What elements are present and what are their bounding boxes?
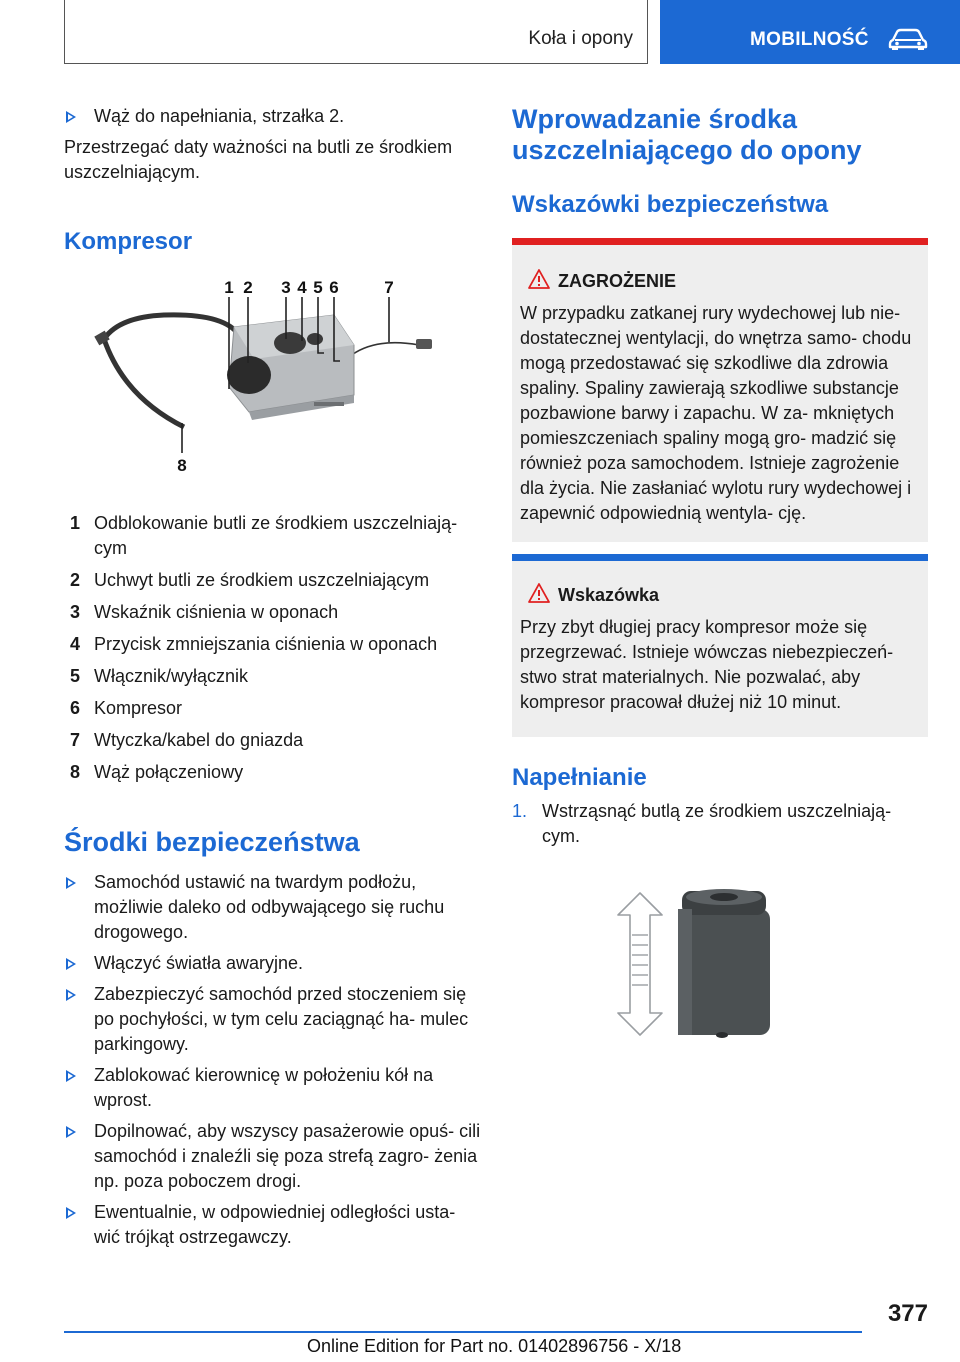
figure-callout-4: 4 xyxy=(297,278,307,297)
page-number: 377 xyxy=(887,1300,928,1327)
warning-triangle-icon xyxy=(528,269,550,289)
shake-bottle-illustration xyxy=(512,885,928,1055)
legend-text: Uchwyt butli ze środkiem uszczelniającym xyxy=(94,570,430,590)
danger-label xyxy=(520,267,920,295)
safety-heading: Środki bezpieczeństwa xyxy=(64,827,360,857)
legend-item xyxy=(64,600,482,625)
note-label-text: Wskazówka xyxy=(558,585,660,605)
right-column xyxy=(512,104,928,1055)
bullet-triangle-icon xyxy=(66,958,76,970)
bullet-triangle-icon xyxy=(66,111,76,123)
danger-text: W przypadku zatkanej rury wydechowej lub nie‐ dostatecznej wentylacji, do wnętrza samo‐ chodu mogą przedostawać się szkodliwe dla zdrowia spaliny. Spaliny zawierają szkodliwe substancje pozbawione barwy i zapachu. W za‐ mkniętych pomieszczeniach spaliny mogą gro‐ madzić się również poza samochodem. Istnieje zagrożenie dla życia. Nie zasłaniać wylotu rury wydechowej i zapewnić odpowiednią wentyla‐ cję. xyxy=(520,303,912,523)
step-text: Wstrząsnąć butlą ze środkiem uszczelniają‐ cym. xyxy=(542,801,892,846)
safety-bullet xyxy=(64,1200,482,1250)
header-chapter-tab xyxy=(660,0,960,64)
section-title: Wprowadzanie środka uszczelniającego do opony xyxy=(512,104,862,165)
legend-number: 6 xyxy=(69,698,80,718)
intro-bullet-text: Wąż do napełniania, strzałka 2. xyxy=(94,106,345,126)
header-section-title: Koła i opony xyxy=(528,28,633,49)
figure-callout-1: 1 xyxy=(224,278,234,297)
legend-item xyxy=(64,728,482,753)
figure-callout-5: 5 xyxy=(313,278,323,297)
bullet-triangle-icon xyxy=(66,877,76,889)
step-item xyxy=(512,799,928,849)
intro-paragraph: Przestrzegać daty ważności na butli ze środkiem uszczelniającym. xyxy=(64,137,453,182)
legend-item xyxy=(64,664,482,689)
bullet-triangle-icon xyxy=(66,1207,76,1219)
step-number: 1. xyxy=(512,801,528,821)
bullet-triangle-icon xyxy=(66,1126,76,1138)
compressor-figure xyxy=(64,277,482,487)
legend-item xyxy=(64,632,482,657)
filling-steps xyxy=(512,799,928,849)
legend-text: Kompresor xyxy=(94,698,183,718)
legend-item xyxy=(64,511,482,561)
legend-item xyxy=(64,760,482,785)
figure-callout-2: 2 xyxy=(243,278,253,297)
safety-bullet-text: Dopilnować, aby wszyscy pasażerowie opuś‐ cili samochód i znaleźli się poza strefą zagro‐ żenia np. poza poboczem drogi. xyxy=(94,1121,481,1191)
safety-bullet xyxy=(64,982,482,1057)
shake-bottle-figure xyxy=(512,885,928,1055)
intro-bullet xyxy=(64,104,482,129)
legend-text: Wskaźnik ciśnienia w oponach xyxy=(94,602,339,622)
legend-number: 5 xyxy=(69,666,80,686)
note-text: Przy zbyt długiej pracy kompresor może się przegrzewać. Istnieje wówczas niebezpieczeń‐ stwo strat materialnych. Nie pozwalać, aby kompresor pracował dłużej niż 10 minut. xyxy=(520,617,894,712)
safety-bullet xyxy=(64,870,482,945)
legend-number: 3 xyxy=(69,602,80,622)
legend-number: 4 xyxy=(69,634,80,654)
safety-notes-heading: Wskazówki bezpieczeństwa xyxy=(512,191,829,218)
filling-heading: Napełnianie xyxy=(512,764,647,791)
legend-number: 7 xyxy=(69,730,80,750)
left-column xyxy=(64,104,482,1256)
safety-list xyxy=(64,870,482,1250)
legend-text: Odblokowanie butli ze środkiem uszczelniają‐ cym xyxy=(94,513,458,558)
figure-callout-6: 6 xyxy=(329,278,339,297)
danger-box xyxy=(512,238,928,542)
figure-callout-7: 7 xyxy=(384,278,394,297)
header-chapter-label: MOBILNOŚĆ xyxy=(750,29,869,50)
safety-bullet-text: Samochód ustawić na twardym podłożu, możliwie daleko od odbywającego się ruchu drogowego. xyxy=(94,872,445,942)
legend-item xyxy=(64,568,482,593)
figure-callout-8: 8 xyxy=(177,456,187,475)
safety-bullet-text: Ewentualnie, w odpowiedniej odległości usta‐ wić trójkąt ostrzegawczy. xyxy=(94,1202,456,1247)
legend-text: Włącznik/wyłącznik xyxy=(94,666,249,686)
safety-bullet xyxy=(64,1119,482,1194)
legend-item xyxy=(64,696,482,721)
safety-bullet-text: Zablokować kierownicę w położeniu kół na wprost. xyxy=(94,1065,434,1110)
safety-bullet xyxy=(64,951,482,976)
note-label xyxy=(520,581,920,609)
danger-label-text: ZAGROŻENIE xyxy=(558,271,677,291)
legend-number: 8 xyxy=(69,762,80,782)
note-box xyxy=(512,554,928,737)
legend-number: 2 xyxy=(69,570,80,590)
figure-callout-3: 3 xyxy=(281,278,291,297)
bullet-triangle-icon xyxy=(66,989,76,1001)
compressor-illustration xyxy=(64,277,482,487)
compressor-legend xyxy=(64,511,482,785)
footer-edition: Online Edition for Part no. 01402896756 - X/18 xyxy=(307,1336,682,1356)
legend-text: Przycisk zmniejszania ciśnienia w oponach xyxy=(94,634,438,654)
legend-number: 1 xyxy=(69,513,80,533)
safety-bullet-text: Zabezpieczyć samochód przed stoczeniem się po pochyłości, w tym celu zaciągnąć ha‐ mulec parkingowy. xyxy=(94,984,469,1054)
safety-bullet xyxy=(64,1063,482,1113)
safety-bullet-text: Włączyć światła awaryjne. xyxy=(94,953,304,973)
header-section-box xyxy=(64,0,648,64)
footer-divider xyxy=(64,1331,862,1333)
legend-text: Wtyczka/kabel do gniazda xyxy=(94,730,304,750)
warning-triangle-icon xyxy=(528,583,550,603)
legend-text: Wąż połączeniowy xyxy=(94,762,244,782)
bullet-triangle-icon xyxy=(66,1070,76,1082)
car-icon xyxy=(888,27,928,51)
compressor-heading: Kompresor xyxy=(64,228,193,255)
